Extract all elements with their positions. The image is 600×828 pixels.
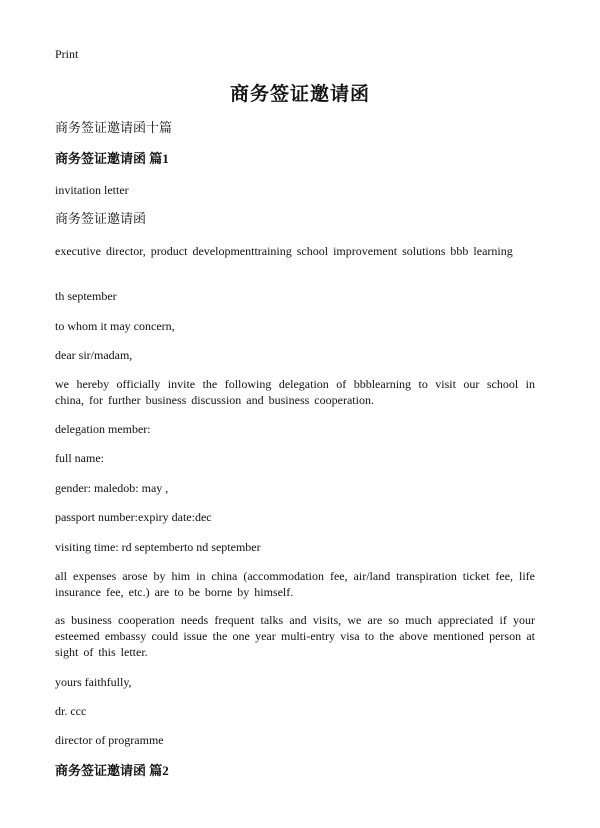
passport-line: passport number:expiry date:dec (55, 510, 212, 524)
salutation-line: dear sir/madam, (55, 348, 133, 362)
delegation-line: delegation member: (55, 422, 151, 436)
full-name-line: full name: (55, 451, 104, 465)
section-heading-1: 商务签证邀请函 篇1 (55, 151, 169, 166)
document-subtitle: 商务签证邀请函十篇 (55, 120, 173, 135)
closing-line: yours faithfully, (55, 675, 132, 689)
document-title: 商务签证邀请函 (229, 84, 370, 105)
request-paragraph: as business cooperation needs frequent talks and visits, we are so much appreciated if your esteemed embassy could issue the one year multi-entry visa to the above mentioned person at sight of this letter. (55, 613, 535, 659)
print-link[interactable]: Print (55, 47, 79, 61)
position-line: director of programme (55, 733, 164, 747)
invitation-paragraph: we hereby officially invite the following delegation of bbblearning to visit our school in china, for further business discussion and business cooperation. (55, 377, 535, 407)
expenses-paragraph: all expenses arose by him in china (accommodation fee, air/land transpiration ticket fee, life insurance fee, etc.) are to be borne by himself. (55, 569, 535, 599)
visiting-time-line: visiting time: rd septemberto nd september (55, 540, 261, 554)
gender-line: gender: maledob: may , (55, 481, 169, 495)
signature-line: dr. ccc (55, 704, 87, 718)
cn-letter-label: 商务签证邀请函 (55, 211, 147, 226)
to-whom-line: to whom it may concern, (55, 319, 175, 333)
section-heading-2: 商务签证邀请函 篇2 (55, 763, 169, 778)
date-line: th september (55, 289, 117, 303)
sender-line: executive director, product developmenttraining school improvement solutions bbb learning (55, 244, 513, 258)
invitation-letter-label: invitation letter (55, 183, 129, 197)
